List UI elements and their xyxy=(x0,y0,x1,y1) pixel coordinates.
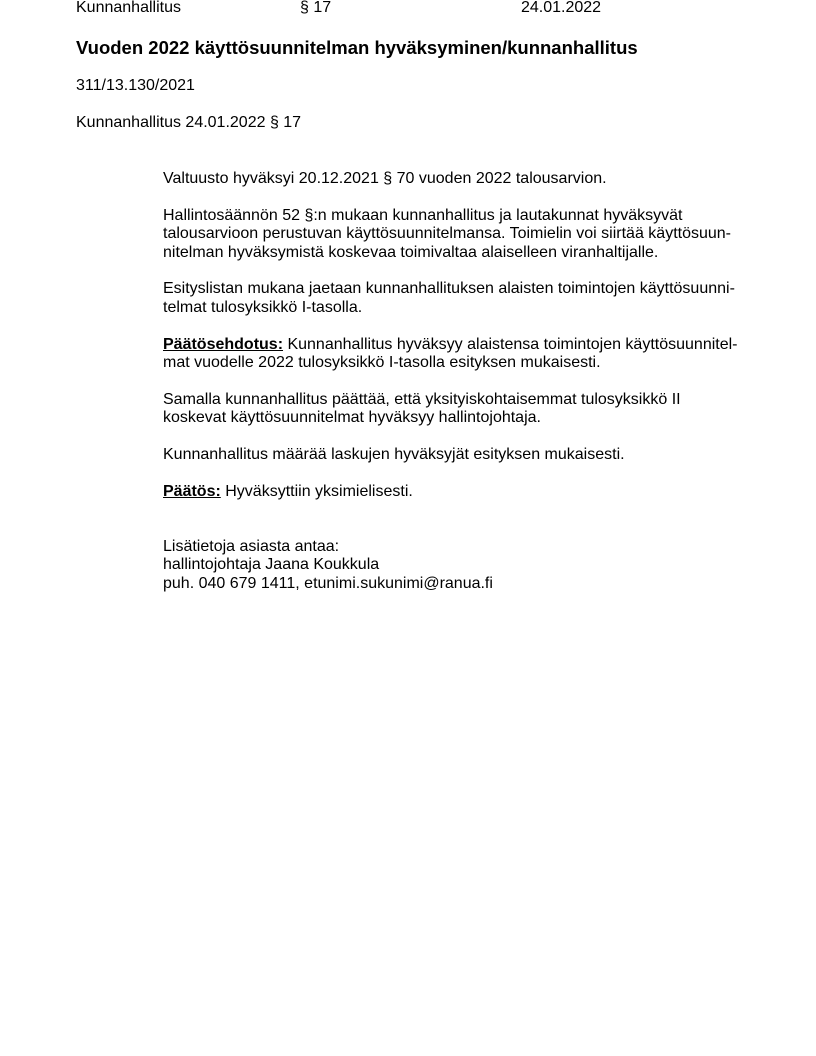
paragraph-decision: Päätös: Hyväksyttiin yksimielisesti. xyxy=(163,482,413,500)
contact-phone-email: puh. 040 679 1411, etunimi.sukunimi@ranua.fi xyxy=(163,574,493,592)
contact-person: hallintojohtaja Jaana Koukkula xyxy=(163,556,380,574)
meeting-reference: Kunnanhallitus 24.01.2022 § 17 xyxy=(76,114,302,131)
paragraph-agenda-attachment: Esityslistan mukana jaetaan kunnanhallituksen alaisten toimintojen käyttösuunni- telmat tulosyksikkö I-tasolla. xyxy=(163,280,735,316)
record-id: 311/13.130/2021 xyxy=(76,77,195,94)
header-organ: Kunnanhallitus xyxy=(76,0,181,16)
decision-label: Päätös: xyxy=(163,482,221,500)
header-date: 24.01.2022 xyxy=(521,0,602,16)
paragraph-administrative-rule: Hallintosäännön 52 §:n mukaan kunnanhallitus ja lautakunnat hyväksyvät talousarvioon perustuvan käyttösuunnitelmansa. Toimielin voi siirtää käyttösuun- nitelman hyväksymistä koskevaa toimivaltaa alaiselleen viranhaltijalle. xyxy=(163,206,732,261)
paragraph-invoice-approvers: Kunnanhallitus määrää laskujen hyväksyjät esityksen mukaisesti. xyxy=(163,446,625,464)
document-title: Vuoden 2022 käyttösuunnitelman hyväksyminen/kunnanhallitus xyxy=(76,37,638,58)
paragraph-budget-approval: Valtuusto hyväksyi 20.12.2021 § 70 vuoden 2022 talousarvion. xyxy=(163,170,607,187)
paragraph-delegation: Samalla kunnanhallitus päättää, että yksityiskohtaisemmat tulosyksikkö II koskevat käyttösuunnitelmat hyväksyy hallintojohtaja. xyxy=(163,390,681,427)
header-section: § 17 xyxy=(300,0,332,16)
paragraph-proposal: Päätösehdotus: Kunnanhallitus hyväksyy alaistensa toimintojen käyttösuunnitel- mat vuodelle 2022 tulosyksikkö I-tasolla esityksen mukaisesti. xyxy=(163,335,738,372)
proposal-label: Päätösehdotus: xyxy=(163,335,284,353)
document-body xyxy=(163,170,743,612)
contact-info: Lisätietoja asiasta antaa: hallintojohtaja Jaana Koukkula puh. 040 679 1411, etunimi.sukunimi@ranua.fi xyxy=(163,538,493,592)
